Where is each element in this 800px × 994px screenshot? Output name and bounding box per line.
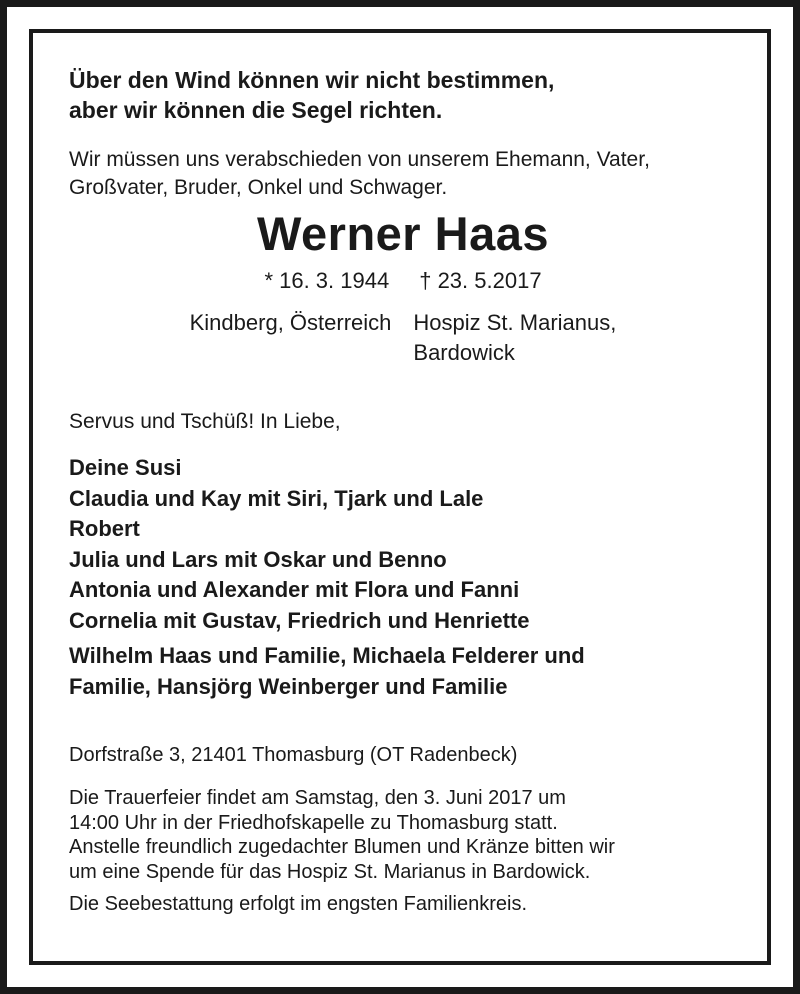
- life-places: [69, 308, 737, 368]
- death-place-line: Bardowick: [413, 340, 515, 365]
- mourner-line: Julia und Lars mit Oskar und Benno: [69, 546, 447, 572]
- deceased-name: Werner Haas: [257, 207, 549, 260]
- service-line: Anstelle freundlich zugedachter Blumen und Kränze bitten wir: [69, 836, 615, 858]
- service-line: 14:00 Uhr in der Friedhofskapelle zu Thomasburg statt.: [69, 811, 558, 834]
- farewell-text: Servus und Tschüß! In Liebe,: [69, 410, 341, 433]
- death-place: [413, 308, 616, 368]
- service-line: Die Trauerfeier findet am Samstag, den 3. Juni 2017 um: [69, 787, 566, 809]
- intro-text: [69, 146, 737, 202]
- mourner-line: Deine Susi: [69, 455, 182, 480]
- service-line: um eine Spende für das Hospiz St. Marianus in Bardowick.: [69, 860, 591, 883]
- relatives-line: Familie, Hansjörg Weinberger und Familie: [69, 673, 508, 699]
- birth-date: * 16. 3. 1944: [264, 268, 390, 293]
- death-date: † 23. 5.2017: [419, 268, 542, 293]
- mourners-list: [69, 453, 737, 636]
- relatives-line: Wilhelm Haas und Familie, Michaela Felderer und: [69, 643, 585, 668]
- funeral-service-info: [69, 786, 737, 884]
- family-address: Dorfstraße 3, 21401 Thomasburg (OT Radenbeck): [69, 744, 518, 766]
- mourner-line: Antonia und Alexander mit Flora und Fanni: [69, 577, 520, 602]
- motto-quote: [69, 65, 737, 125]
- intro-line: Wir müssen uns verabschieden von unserem Ehemann, Vater,: [69, 148, 650, 171]
- motto-line: Über den Wind können wir nicht bestimmen,: [69, 67, 555, 93]
- birth-place: Kindberg, Österreich: [189, 310, 392, 335]
- relatives-list: [69, 641, 737, 702]
- burial-info: Die Seebestattung erfolgt im engsten Familienkreis.: [69, 893, 528, 915]
- mourner-line: Robert: [69, 516, 140, 541]
- mourner-line: Claudia und Kay mit Siri, Tjark und Lale: [69, 485, 484, 511]
- life-dates: [69, 266, 737, 296]
- motto-line: aber wir können die Segel richten.: [69, 97, 443, 123]
- obituary-content: [69, 65, 737, 918]
- death-place-line: Hospiz St. Marianus,: [413, 310, 617, 335]
- mourner-line: Cornelia mit Gustav, Friedrich und Henriette: [69, 607, 530, 633]
- intro-line: Großvater, Bruder, Onkel und Schwager.: [69, 176, 448, 199]
- inner-border-frame: [29, 29, 771, 965]
